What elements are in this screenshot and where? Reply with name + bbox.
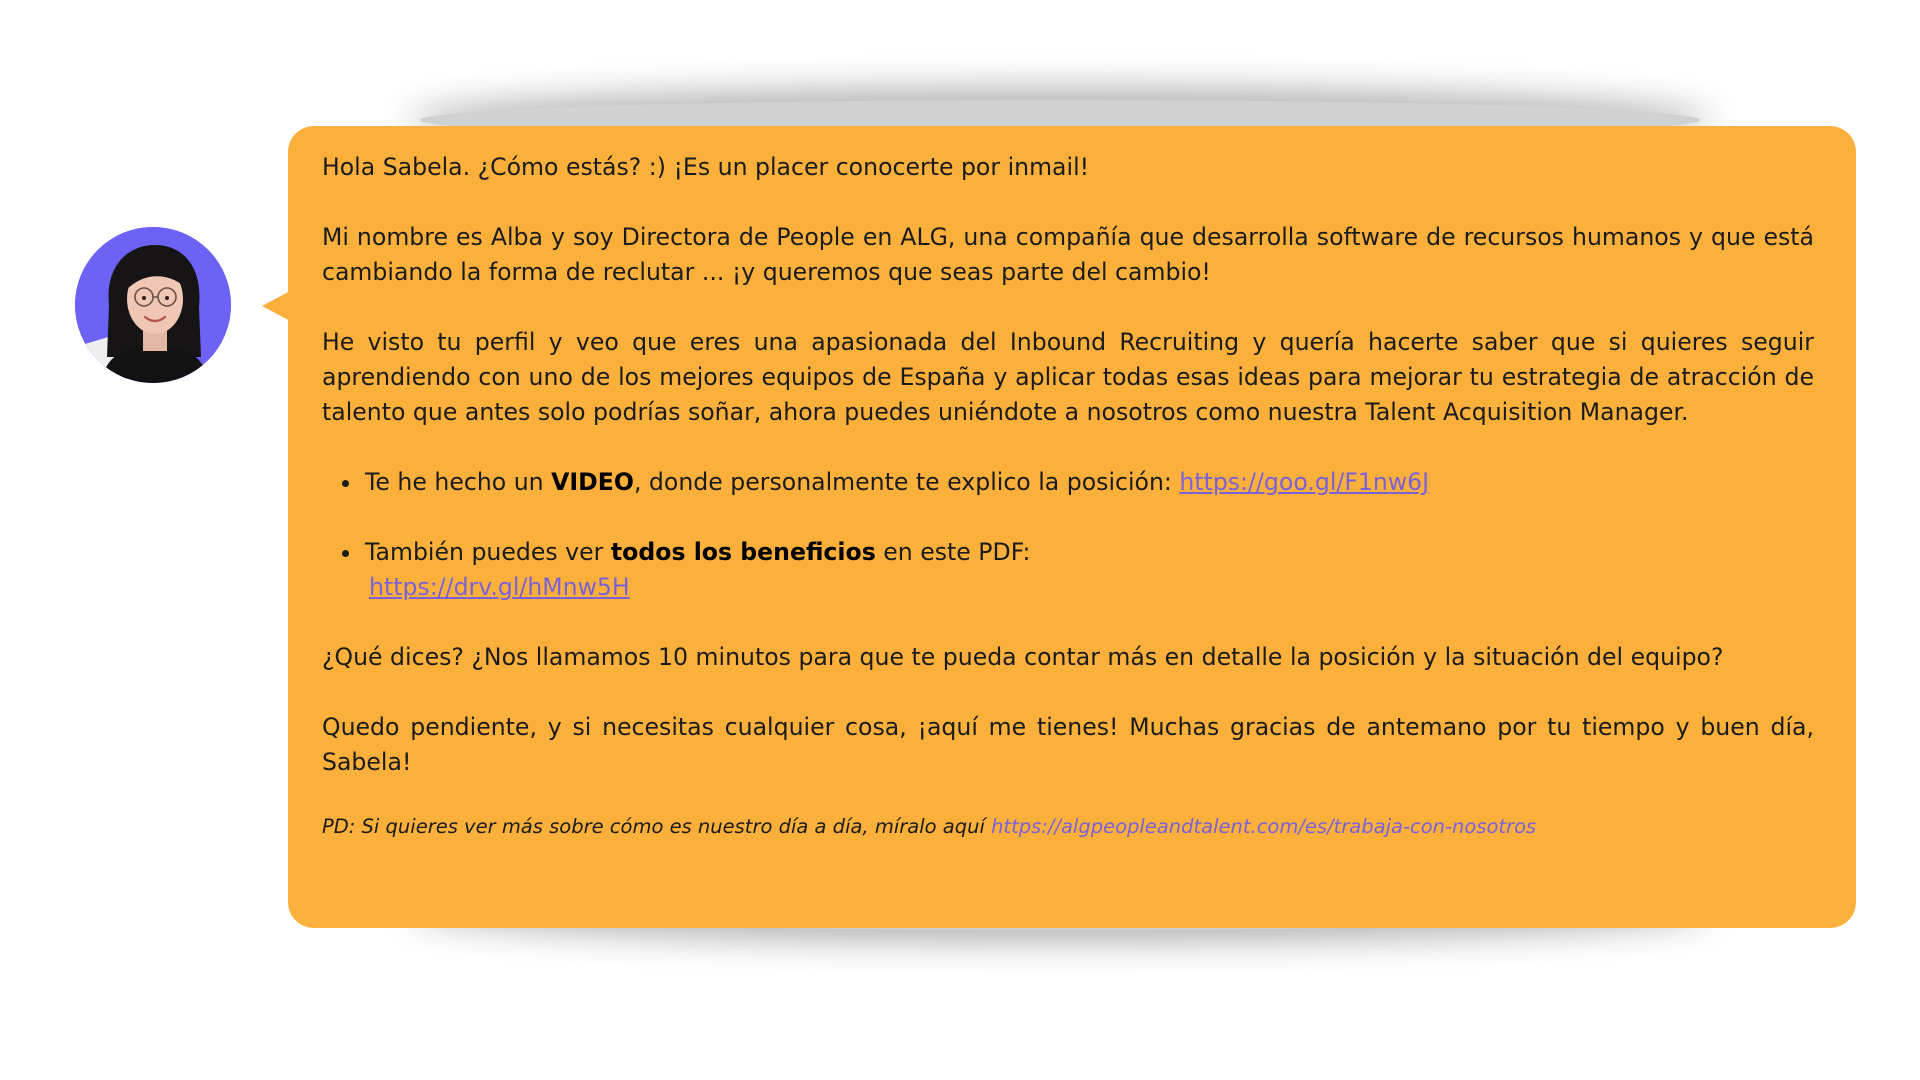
- list-item-benefits: [322, 535, 1814, 605]
- greeting-text: Hola Sabela. ¿Cómo estás? :) ¡Es un placer conocerte por inmail!: [322, 153, 1090, 181]
- bullet2-before: También puedes ver: [365, 538, 611, 566]
- bullet1-after: , donde personalmente te explico la posición:: [633, 468, 1180, 496]
- bullet1-before: Te he hecho un: [365, 468, 552, 496]
- bullet-list: [322, 465, 1814, 605]
- person-portrait-icon: [75, 227, 231, 383]
- postscript-text: PD: Si quieres ver más sobre cómo es nuestro día a día, míralo aquí: [322, 815, 992, 838]
- bullet2-after: en este PDF:: [875, 538, 1031, 566]
- pitch-paragraph: He visto tu perfil y veo que eres una apasionada del Inbound Recruiting y quería hacerte saber que si quieres seguir aprendiendo con uno de los mejores equipos de España y aplicar todas esas ideas para mejorar tu estrategia de atracción de talento que antes solo podrías soñar, ahora puedes uniéndote a nosotros como nuestra Talent Acquisition Manager.: [322, 328, 1814, 426]
- pdf-link[interactable]: https://drv.gl/hMnw5H: [369, 573, 630, 601]
- sender-avatar: [75, 227, 231, 383]
- message-bubble: [288, 126, 1856, 928]
- intro-paragraph: Mi nombre es Alba y soy Directora de People en ALG, una compañía que desarrolla software de recursos humanos y que está cambiando la forma de reclutar ... ¡y queremos que seas parte del cambio!: [322, 223, 1814, 286]
- careers-link[interactable]: https://algpeopleandtalent.com/es/trabaja-con-nosotros: [991, 815, 1537, 838]
- postscript: [322, 812, 1814, 842]
- question-text: ¿Qué dices? ¿Nos llamamos 10 minutos para que te pueda contar más en detalle la posición y la situación del equipo?: [322, 643, 1724, 671]
- bullet1-bold: VIDEO: [551, 468, 634, 496]
- bullet2-bold: todos los beneficios: [610, 538, 876, 566]
- list-item-video: [322, 465, 1814, 500]
- video-link[interactable]: https://goo.gl/F1nw6J: [1179, 468, 1430, 496]
- closing-paragraph: Quedo pendiente, y si necesitas cualquier cosa, ¡aquí me tienes! Muchas gracias de antemano por tu tiempo y buen día, Sabela!: [322, 713, 1814, 776]
